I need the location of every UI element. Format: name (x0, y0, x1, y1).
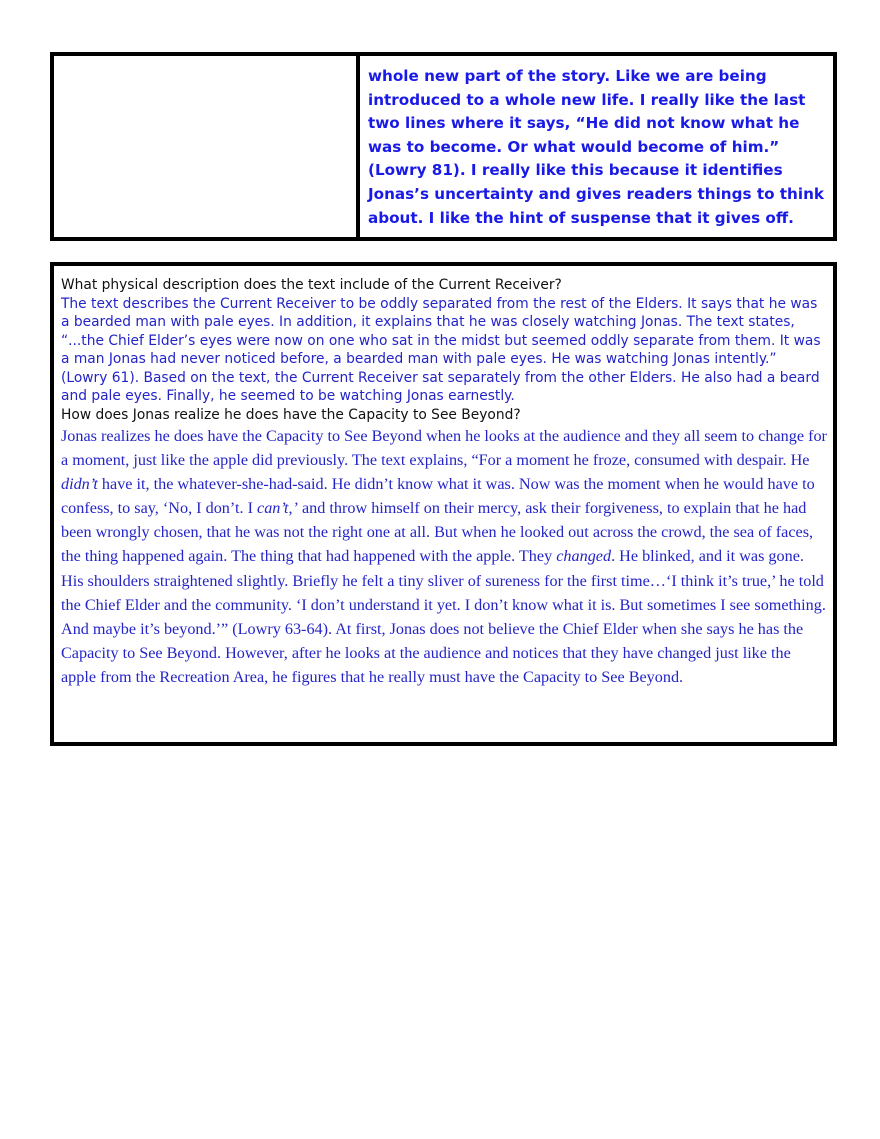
question-1-answer: The text describes the Current Receiver to be oddly separated from the rest of the Elders. It says that he was a bearded man with pale eyes. In addition, it explains that he was closely watching Jonas. The text states, “...the Chief Elder’s eyes were now on one who sat in the midst but seemed oddly separate from them. It was a man Jonas had never noticed before, a bearded man with pale eyes. He was watching Jonas intently.” (Lowry 61). Based on the text, the Current Receiver sat separately from the other Elders. He also had a beard and pale eyes. Finally, he seemed to be watching Jonas earnestly. (61, 295, 821, 404)
emphasis-changed: changed (556, 547, 612, 566)
question-2-answer (61, 424, 827, 689)
answer-text-segment: . He blinked, and it was gone. His shoulders straightened slightly. Briefly he felt a tiny sliver of sureness for the first time…‘I think it’s true,’ he told the Chief Elder and the community. ‘I don’t understand it yet. I don’t know what it is. But sometimes I see something. And maybe it’s beyond.’” (Lowry 63-64). At first, Jonas does not believe the Chief Elder when she says he has the Capacity to See Beyond. However, after he looks at the audience and notices that they have changed just like the apple from the Recreation Area, he figures that he really must have the Capacity to See Beyond. (61, 547, 826, 686)
response-cell (360, 56, 833, 237)
question-1-prompt: What physical description does the text include of the Current Receiver? (61, 277, 562, 293)
emphasis-didnt: didn’t (61, 475, 98, 494)
questions-box (50, 262, 837, 746)
answer-text-segment: Jonas realizes he does have the Capacity to See Beyond when he looks at the audience and they all seem to change for a moment, just like the apple did previously. The text explains, “For a moment he froze, consumed with despair. He (61, 427, 827, 470)
response-text: whole new part of the story. Like we are being introduced to a whole new life. I really like the last two lines where it says, “He did not know what he was to become. Or what would become of him.” (Lowry 81). I really like this because it identifies Jonas’s uncertainty and gives readers things to think about. I like the hint of suspense that it gives off. (368, 67, 824, 227)
question-2-prompt: How does Jonas realize he does have the Capacity to See Beyond? (61, 406, 521, 423)
continued-response-table (50, 52, 837, 241)
empty-table-cell (54, 56, 360, 237)
answer-text-segment: and throw himself on their mercy, ask their forgiveness, to explain that he had been wrongly chosen, that he was not the right one at all. But when he looked out across the crowd, the sea of faces, the thing happened again. The thing that had happened with the apple. They (61, 499, 814, 566)
answer-text-segment: have it, the whatever-she-had-said. He didn’t know what it was. Now was the moment when he would have to confess, to say, ‘No, I don’t. I (61, 475, 815, 518)
emphasis-cant: can’t,’ (257, 499, 298, 518)
